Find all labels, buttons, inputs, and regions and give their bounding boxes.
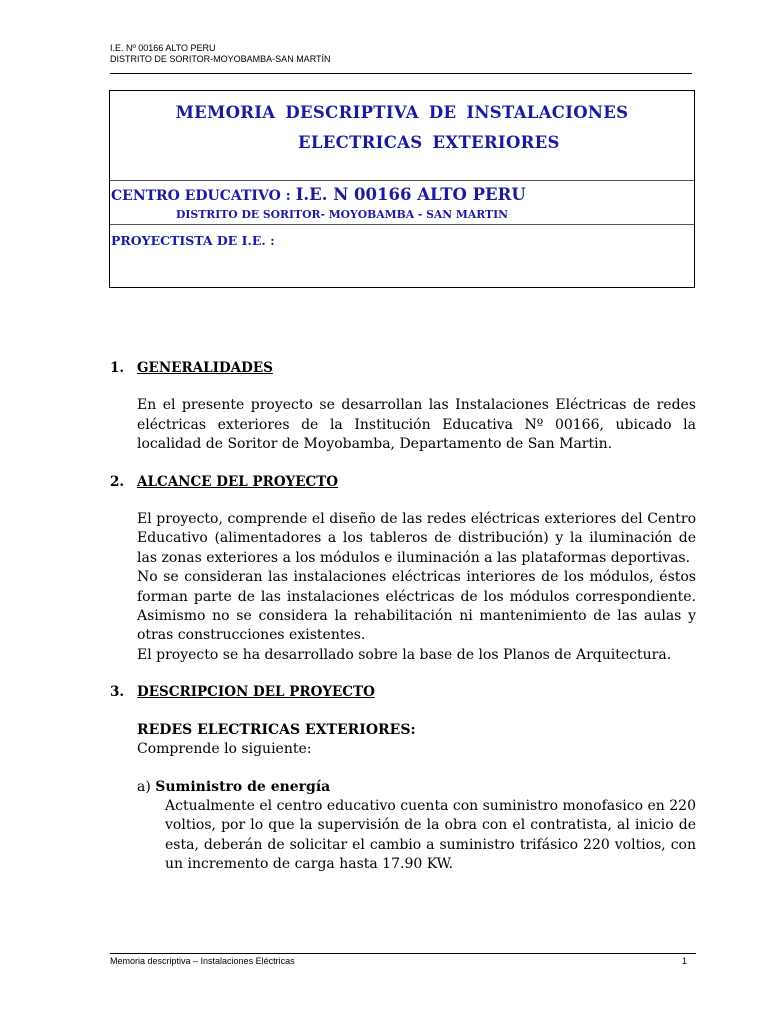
school-line [111, 185, 526, 204]
header-rule [110, 73, 692, 74]
school-value: I.E. N 00166 ALTO PERU [295, 185, 526, 204]
designer-label: PROYECTISTA DE I.E. : [111, 233, 275, 248]
list-item-a [137, 778, 696, 797]
paragraph-alcance-2: No se consideran las instalaciones eléctricas interiores de los módulos, éstos forman parte de las instalaciones eléctricas de los módulos correspondiente. Asimismo no se considera la rehabilitación ni mantenimiento de las aulas y otras construcciones existentes. [137, 569, 696, 644]
paragraph-suministro: Actualmente el centro educativo cuenta con suministro monofasico en 220 voltios, por lo que la supervisión de la obra con el contratista, al inicio de esta, deberán de solicitar el cambio a suministro trifásico 220 voltios, con un incremento de carga hasta 17.90 KW. [165, 797, 696, 873]
document-body [110, 359, 696, 875]
section-heading-descripcion [110, 683, 696, 702]
subsection-title: REDES ELECTRICAS EXTERIORES: [137, 721, 416, 738]
section-number: 1. [110, 360, 125, 376]
title-box [109, 90, 695, 288]
document-title-line1: MEMORIA DESCRIPTIVA DE INSTALACIONES [175, 103, 629, 122]
section-title: DESCRIPCION DEL PROYECTO [137, 684, 375, 701]
school-label: CENTRO EDUCATIVO : [111, 188, 291, 204]
document-title-line2: ELECTRICAS EXTERIORES [298, 133, 560, 152]
school-row [110, 181, 694, 225]
list-marker: a) [137, 778, 151, 795]
section-title: GENERALIDADES [137, 360, 273, 376]
subsection-intro: Comprende lo siguiente: [137, 741, 312, 758]
paragraph-alcance-1: El proyecto, comprende el diseño de las redes eléctricas exteriores del Centro Educativo (alimentadores a los tableros de distribución) y la iluminación de las zonas exteriores a los módulos e iluminación a las plataformas deportivas. [137, 511, 696, 566]
footer-rule [110, 953, 696, 954]
header-district: DISTRITO DE SORITOR-MOYOBAMBA-SAN MARTÍN [110, 54, 331, 64]
section-heading-generalidades [110, 359, 696, 378]
page-number: 1 [682, 956, 688, 966]
section-heading-alcance [110, 473, 696, 492]
paragraph-generalidades: En el presente proyecto se desarrollan las Instalaciones Eléctricas de redes eléctricas exteriores de la Institución Educativa Nº 00166, ubicado la localidad de Soritor de Moyobamba, Departamento de San Martin. [137, 397, 696, 453]
page-header [110, 43, 692, 65]
title-row [110, 91, 694, 181]
designer-row [110, 225, 694, 287]
section-number: 3. [110, 684, 125, 701]
header-school: I.E. Nº 00166 ALTO PERU [110, 43, 216, 53]
footer-title: Memoria descriptiva – Instalaciones Eléctricas [110, 956, 295, 966]
list-item-title: Suministro de energía [155, 778, 331, 795]
section-title: ALCANCE DEL PROYECTO [137, 473, 339, 490]
district-line: DISTRITO DE SORITOR- MOYOBAMBA - SAN MARTIN [176, 208, 508, 221]
section-number: 2. [110, 473, 125, 490]
paragraph-alcance-3: El proyecto se ha desarrollado sobre la base de los Planos de Arquitectura. [137, 646, 672, 663]
